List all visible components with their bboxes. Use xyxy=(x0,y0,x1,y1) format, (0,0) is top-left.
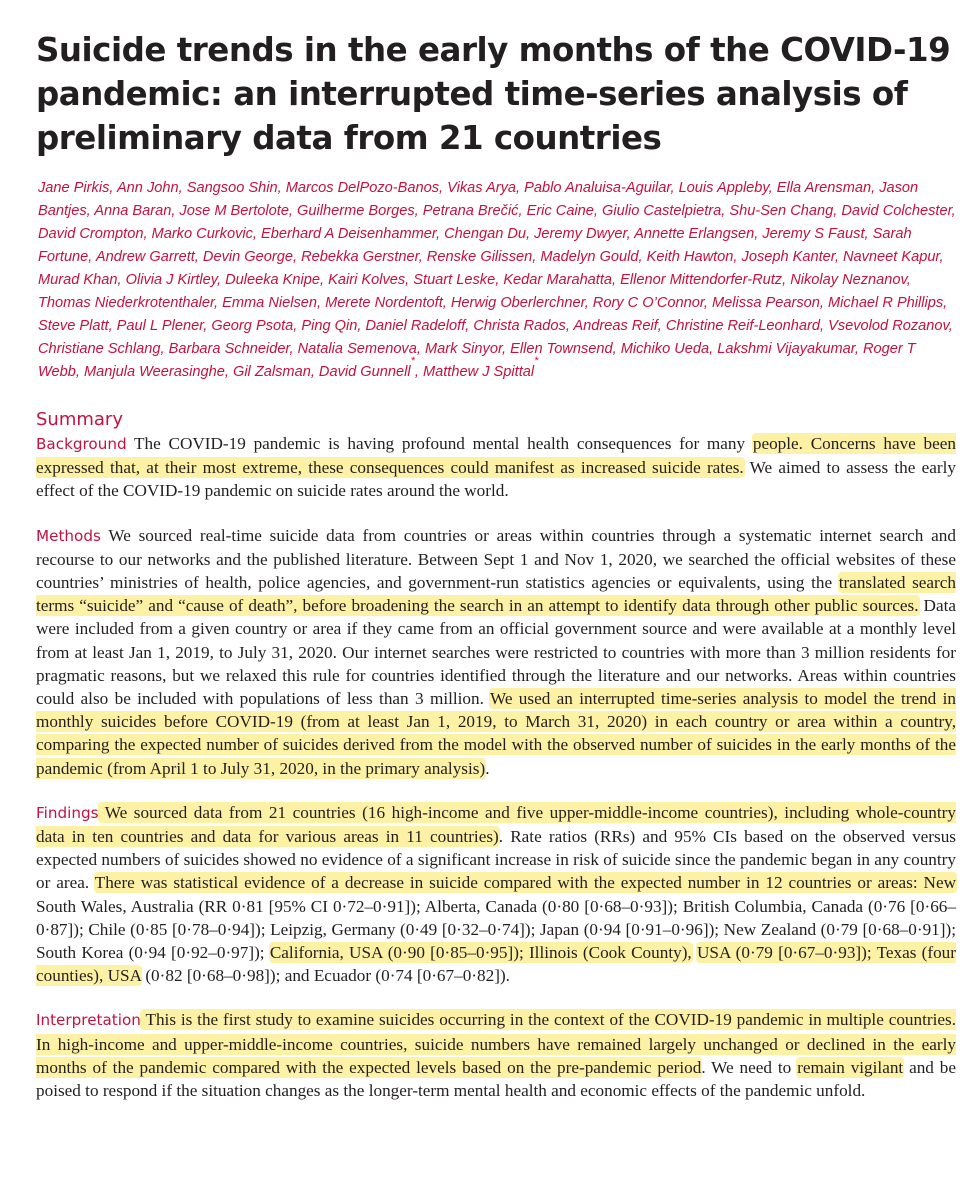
corresponding-marker: * xyxy=(534,355,539,367)
findings-text: South Wales, Australia (RR 0·81 [95% CI 0·72–0·91]); Alberta, Canada (0·80 [0·68–0·93]); British Columbia, Canada (0·76 [0·66–0·87]); Chile (0·85 [0·78–0·94]); Leipzig, Germany (0·49 [0·32–0·74]); Japan (0·94 [0·91–0·96]); New Zealand (0·79 [0·68–0·91]); South Korea (0·94 [0·92–0·97]); xyxy=(36,896,956,963)
author-separator: , xyxy=(414,364,423,380)
highlight: This is the first study to examine suicides occurring in the context of the COVID-19 pandemic in multiple countries. In high-income and upper-middle-income countries, suicide numbers have remained largely unchanged or declined in the early months of the pandemic compared with the expected levels based on the pre-pandemic period xyxy=(36,1010,956,1077)
interpretation-section xyxy=(36,1008,956,1102)
highlight: people. Concerns have been expressed that, at their most extreme, these consequences could manifest as increased suicide rates. xyxy=(36,434,956,478)
methods-text: . xyxy=(485,758,490,778)
methods-section xyxy=(36,524,956,780)
methods-text: Data were included from a given country or area if they came from an official government source and were available at a monthly level from at least Jan 1, 2019, to July 31, 2020. Our internet searches were restricted to countries with more than 3 million residents for pragmatic reasons, but we relaxed this rule for countries identified through the literature and our networks. Areas within countries could also be included with populations of less than 3 million. xyxy=(36,596,956,709)
highlight: There was statistical evidence of a decrease in suicide compared with the expected number in 12 countries or areas: New xyxy=(94,873,956,893)
highlight: translated search terms “suicide” and “cause of death”, before broadening the search in an attempt to identify data through other public sources. xyxy=(36,573,956,616)
findings-text: (0·82 [0·68–0·98]); and Ecuador (0·74 [0·67–0·82]). xyxy=(141,966,510,986)
author-list xyxy=(38,177,956,384)
background-section xyxy=(36,432,956,503)
background-label: Background xyxy=(36,435,127,453)
interpretation-text: and be poised to respond if the situation changes as the longer-term mental health and economic effects of the pandemic unfold. xyxy=(36,1057,956,1101)
highlight: California, USA (0·90 [0·85–0·95]); Illinois (Cook County), xyxy=(269,943,692,963)
highlight: We sourced data from 21 countries (16 high-income and five upper-middle-income countries), including whole-country data in ten countries and data for various areas in 11 countries) xyxy=(36,802,956,847)
methods-label: Methods xyxy=(36,526,101,545)
background-text: We aimed to assess the early effect of the COVID-19 pandemic on suicide rates around the world. xyxy=(36,458,956,501)
background-text: The COVID-19 pandemic is having profound mental health consequences for many xyxy=(126,434,753,453)
article-page xyxy=(36,28,956,1102)
highlight: remain vigilant xyxy=(797,1057,904,1077)
last-author: Matthew J Spittal xyxy=(422,364,535,380)
summary-heading: Summary xyxy=(36,409,123,430)
highlight: USA (0·79 [0·67–0·93]); Texas (four counties), USA xyxy=(36,943,956,986)
methods-text: We sourced real-time suicide data from countries or areas within countries through a systematic internet search and recourse to our networks and the published literature. Between Sept 1 and Nov 1, 2020, we searched the official websites of these countries’ ministries of health, police agencies, and government-run statistics agencies or equivalents, using the xyxy=(36,525,956,593)
findings-label: Findings xyxy=(36,803,99,822)
corresponding-marker: * xyxy=(410,355,415,367)
interpretation-label: Interpretation xyxy=(36,1011,141,1030)
highlight: We used an interrupted time-series analysis to model the trend in monthly suicides before COVID-19 (from at least Jan 1, 2019, to March 31, 2020) in each country or area within a country, comparing the expected number of suicides derived from the model with the observed number of suicides in the early months of the pandemic (from April 1 to July 31, 2020, in the primary analysis) xyxy=(36,689,956,778)
article-title: Suicide trends in the early months of the COVID-19 pandemic: an interrupted time-series analysis of preliminary data from 21 countries xyxy=(36,31,951,157)
findings-text: . Rate ratios (RRs) and 95% CIs based on the observed versus expected numbers of suicides showed no evidence of a significant increase in risk of suicide since the pandemic began in any country or area. xyxy=(36,827,956,893)
findings-section xyxy=(36,801,956,988)
interpretation-text: . We need to xyxy=(701,1057,798,1077)
author-names: Jane Pirkis, Ann John, Sangsoo Shin, Marcos DelPozo-Banos, Vikas Arya, Pablo Analuisa-Aguilar, Louis Appleby, Ella Arensman, Jason Bantjes, Anna Baran, Jose M Bertolote, Guilherme Borges, Petrana Brečić, Eric Caine, Giulio Castelpietra, Shu-Sen Chang, David Colchester, David Crompton, Marko Curkovic, Eberhard A Deisenhammer, Chengan Du, Jeremy Dwyer, Annette Erlangsen, Jeremy S Faust, Sarah Fortune, Andrew Garrett, Devin George, Rebekka Gerstner, Renske Gilissen, Madelyn Gould, Keith Hawton, Joseph Kanter, Navneet Kapur, Murad Khan, Olivia J Kirtley, Duleeka Knipe, Kairi Kolves, Stuart Leske, Kedar Marahatta, Ellenor Mittendorfer-Rutz, Nikolay Neznanov, Thomas Niederkrotenthaler, Emma Nielsen, Merete Nordentoft, Herwig Oberlerchner, Rory C O’Connor, Melissa Pearson, Michael R Phillips, Steve Platt, Paul L Plener, Georg Psota, Ping Qin, Daniel Radeloff, Christa Rados, Andreas Reif, Christine Reif-Leonhard, Vsevolod Rozanov, Christiane Schlang, Barbara Schneider, Natalia Semenova, Mark Sinyor, Ellen Townsend, Michiko Ueda, Lakshmi Vijayakumar, Roger T Webb, Manjula Weerasinghe, Gil Zalsman, David Gunnell xyxy=(38,180,956,380)
